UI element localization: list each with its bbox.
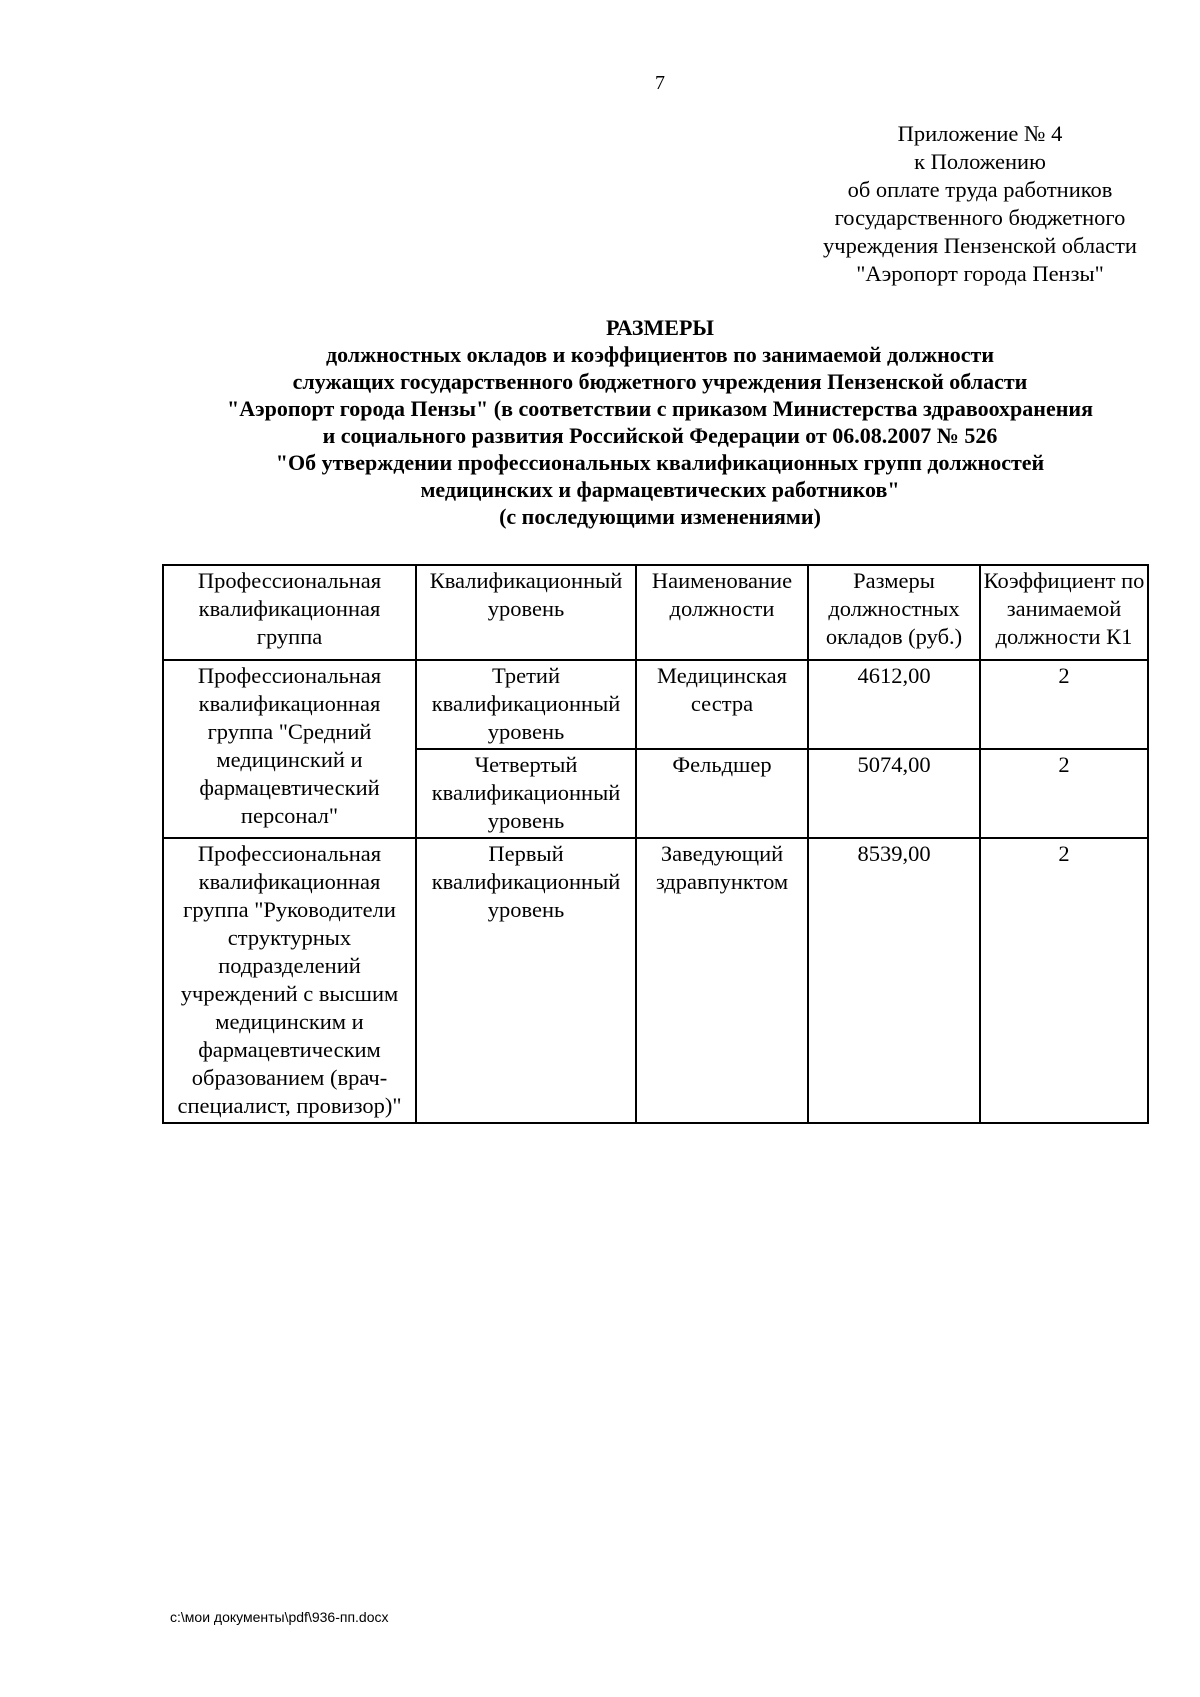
header-cell-level: Квалификационный уровень [416, 565, 636, 660]
title-line: "Об утверждении профессиональных квалификационных групп должностей [275, 450, 1045, 475]
appendix-line: учреждения Пензенской области [823, 233, 1137, 258]
title-line: медицинских и фармацевтических работников" [420, 477, 900, 502]
header-cell-coef: Коэффициент по занимаемой должности К1 [980, 565, 1148, 660]
group-name-cell: Профессиональная квалификационная группа "Руководители структурных подразделений учреждений с высшим медицинским и фармацевтическим образованием (врач-специалист, провизор)" [163, 838, 416, 1123]
title-line: (с последующими изменениями) [499, 504, 821, 529]
position-cell: Заведующий здравпунктом [636, 838, 808, 1123]
coef-cell: 2 [980, 838, 1148, 1123]
page-number: 7 [655, 72, 665, 94]
salary-table [162, 564, 1149, 1124]
appendix-line: государственного бюджетного [834, 205, 1126, 230]
header-cell-position: Наименование должности [636, 565, 808, 660]
table-header-row [163, 565, 1148, 660]
title-line: должностных окладов и коэффициентов по занимаемой должности [325, 342, 995, 367]
title-line: "Аэропорт города Пензы" (в соответствии с приказом Министерства здравоохранения [227, 396, 1093, 421]
salary-cell: 8539,00 [808, 838, 980, 1123]
position-cell: Фельдшер [636, 749, 808, 838]
group-name-cell: Профессиональная квалификационная группа "Средний медицинский и фармацевтический персонал" [163, 660, 416, 838]
title-line: служащих государственного бюджетного учреждения Пензенской области [292, 369, 1028, 394]
appendix-line: Приложение № 4 [897, 121, 1063, 146]
level-cell: Третий квалификационный уровень [416, 660, 636, 749]
header-cell-salary: Размеры должностных окладов (руб.) [808, 565, 980, 660]
footer-file-path: c:\мои документы\pdf\936-пп.docx [170, 1609, 389, 1625]
table-row [163, 838, 1148, 1123]
table-row [163, 660, 1148, 749]
title-heading: РАЗМЕРЫ [605, 315, 715, 340]
coef-cell: 2 [980, 749, 1148, 838]
appendix-block [760, 120, 1200, 288]
coef-cell: 2 [980, 660, 1148, 749]
salary-cell: 5074,00 [808, 749, 980, 838]
header-cell-group: Профессиональная квалификационная группа [163, 565, 416, 660]
level-cell: Первый квалификационный уровень [416, 838, 636, 1123]
salary-cell: 4612,00 [808, 660, 980, 749]
title-line: и социального развития Российской Федерации от 06.08.2007 № 526 [322, 423, 998, 448]
appendix-line: к Положению [914, 149, 1046, 174]
position-cell: Медицинская сестра [636, 660, 808, 749]
level-cell: Четвертый квалификационный уровень [416, 749, 636, 838]
appendix-line: "Аэропорт города Пензы" [856, 261, 1104, 286]
appendix-line: об оплате труда работников [847, 177, 1113, 202]
document-title [160, 314, 1160, 530]
